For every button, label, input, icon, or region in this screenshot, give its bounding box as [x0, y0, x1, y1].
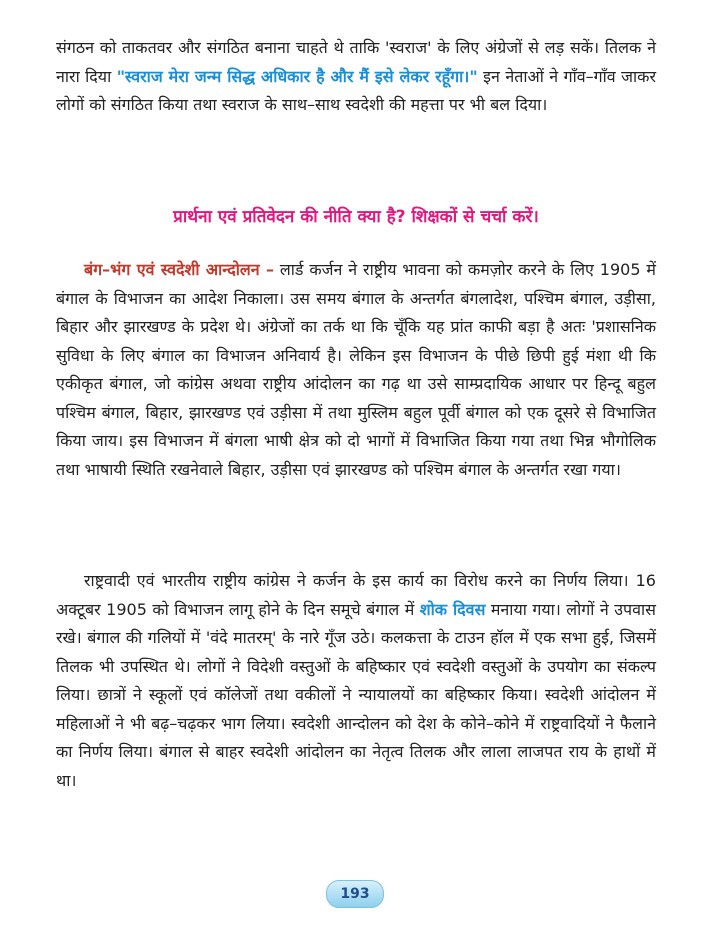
paragraph-text: लार्ड कर्जन ने राष्ट्रीय भावना को कमज़ोर करने के लिए 1905 में बंगाल के विभाजन का आदेश निकाला। उस समय बंगाल के अन्तर्गत बंगलादेश, पश्चिम बंगाल, उड़ीसा, बिहार और झारखण्ड के प्रदेश थे। अंग्रेजों का तर्क था कि चूँकि यह प्रांत काफी बड़ा है अतः 'प्रशासनिक सुविधा के लिए बंगाल का विभाजन अनिवार्य है। लेकिन इस विभाजन के पीछे छिपी हुई मंशा थी कि एकीकृत बंगाल, जो कांग्रेस अथवा राष्ट्रीय आंदोलन का गढ़ था उसे साम्प्रदायिक आधार पर हिन्दू बहुल पश्चिम बंगाल, बिहार, झारखण्ड एवं उड़ीसा में तथा मुस्लिम बहुल पूर्वी बंगाल को एक दूसरे से विभाजित किया जाय। इस विभाजन में बंगला भाषी क्षेत्र को दो भागों में विभाजित किया गया तथा भिन्न भौगोलिक तथा भाषायी स्थिति रखनेवाले बिहार, उड़ीसा एवं झारखण्ड को पश्चिम बंगाल के अन्तर्गत रखा गया।: [56, 260, 656, 479]
paragraph-text: मनाया गया। लोगों ने उपवास रखे। बंगाल की गलियों में 'वंदे मातरम्' के नारे गूँज उठे। कलकत्ता के टाउन हॉल में एक सभा हुई, जिसमें तिलक भी उपस्थित थे। लोगों ने विदेशी वस्तुओं के बहिष्कार एवं स्वदेशी वस्तुओं के उपयोग का संकल्प लिया। छात्रों ने स्कूलों एवं कॉलेजों तथा वकीलों ने न्यायालयों का बहिष्कार किया। स्वदेशी आंदोलन में महिलाओं ने भी बढ़–चढ़कर भाग लिया। स्वदेशी आन्दोलन को देश के कोने–कोने में राष्ट्रवादियों ने फैलाने का निर्णय लिया। बंगाल से बाहर स्वदेशी आंदोलन का नेतृत्व तिलक और लाला लाजपत राय के हाथों में था।: [56, 599, 656, 790]
paragraph-swaraj: [56, 34, 656, 120]
paragraph-text: राष्ट्रवादी एवं भारतीय राष्ट्रीय कांग्रेस ने कर्जन के इस कार्य का विरोध करने का निर्णय लिया। 16 अक्टूबर 1905 को विभाजन लागू होने के दिन समूचे बंगाल में: [56, 571, 656, 619]
paragraph-partition: [56, 256, 656, 484]
section-heading: बंग–भंग एवं स्वदेशी आन्दोलन –: [84, 260, 274, 279]
paragraph-protest: [56, 567, 656, 795]
paragraph-text: संगठन को ताकतवर और संगठित बनाना चाहते थे ताकि 'स्वराज' के लिए अंग्रेजों से लड़ सकें। तिलक ने नारा दिया: [56, 38, 656, 86]
page-number-badge: [326, 880, 384, 908]
activity-prompt: प्रार्थना एवं प्रतिवेदन की नीति क्या है? शिक्षकों से चर्चा करें।: [173, 207, 539, 227]
tilak-slogan-quote: "स्वराज मेरा जन्म सिद्ध अधिकार है और मैं इसे लेकर रहूँगा।": [116, 66, 478, 86]
paragraph-text: इन नेताओं ने गाँव–गाँव जाकर लोगों को संगठित किया तथा स्वराज के साथ–साथ स्वदेशी की महत्ता पर भी बल दिया।: [56, 66, 656, 114]
keyword-mourning-day: शोक दिवस: [419, 599, 486, 619]
page-number: 193: [340, 886, 370, 902]
